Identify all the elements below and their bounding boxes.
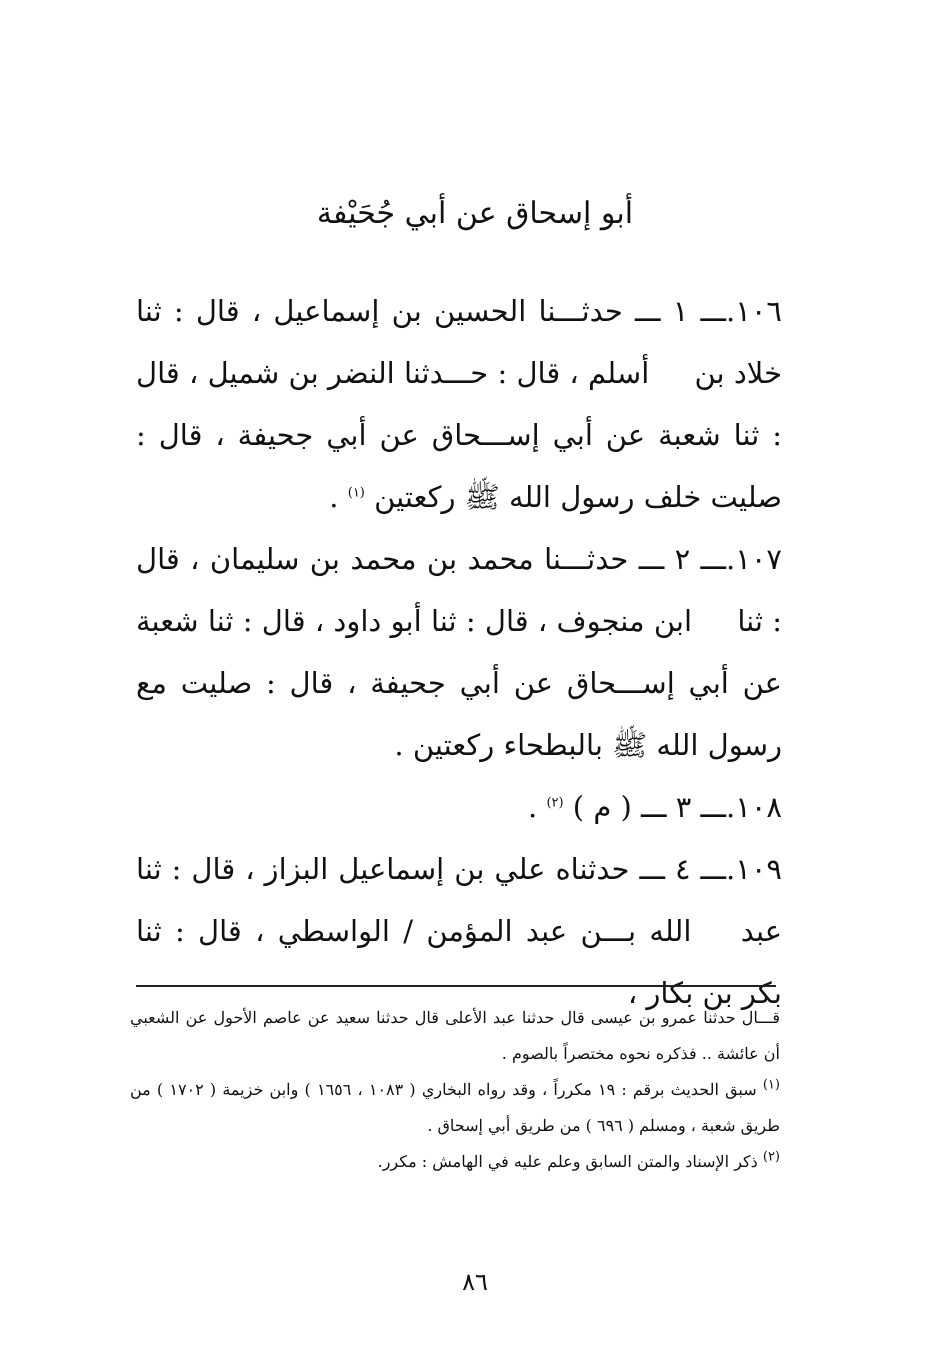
hadith-106-text: أسلم ، قال : حـــدثنا النضر بن شميل ، قال : ثنا شعبة عن أبي إســـحاق عن أبي جحيفة ، قال : صليت خلف رسول الله ﷺ ركعتين [136,356,782,514]
hadith-108 [136,776,782,838]
chapter-title: أبو إسحاق عن أبي جُحَيْفة [316,196,634,231]
footnote-1 [130,1072,780,1144]
footnote-2 [130,1144,780,1180]
hadith-107-text: ابن منجوف ، قال : ثنا أبو داود ، قال : ثنا شعبة عن أبي إســـحاق عن أبي جحيفة ، قال : صليت مع رسول الله ﷺ بالبطحاء ركعتين . [136,604,782,762]
hadith-107-first-line: ١٠٧.ـــ ٢ ـــ حدثـــنا محمد بن محمد بن سليمان ، قال : ثنا [136,542,783,638]
hadith-109-text: الله بـــن عبد المؤمن / الواسطي ، قال : ثنا بكر بن بكار ، [136,914,782,1010]
main-text [136,280,782,1024]
hadith-108-first-line: ١٠٨.ـــ ٣ ـــ ( م ) [572,790,782,824]
hadith-108-end: . [528,790,547,824]
footnote-ref-2: (٢) [546,795,564,811]
hadith-107 [136,528,782,776]
footnote-1-marker: (١) [762,1077,780,1093]
hadith-109 [136,838,782,1024]
hadith-106 [136,280,782,528]
footnote-1-text: سبق الحديث برقم : ١٩ مكرراً ، وقد رواه البخاري ( ١٠٨٣ ، ١٦٥٦ ) وابن خزيمة ( ١٧٠٢ ) من طريق شعبة ، ومسلم ( ٦٩٦ ) من طريق أبي إسحاق . [130,1080,780,1135]
hadith-106-end: . [329,480,348,514]
footnote-carryover: قـــال حدثنا عمرو بن عيسى قال حدثنا عبد الأعلى قال حدثنا سعيد عن عاصم الأحول عن الشعبي أن عائشة .. فذكره نحوه مختصراً بالصوم . [130,1008,780,1063]
footnote-2-text: ذكر الإسناد والمتن السابق وعلم عليه في الهامش : مكرر. [377,1152,758,1171]
footnotes [130,1000,780,1180]
footnote-divider [136,985,776,987]
page-number: ٨٦ [462,1268,488,1296]
hadith-109-first-line: ١٠٩.ـــ ٤ ـــ حدثناه علي بن إسماعيل البزاز ، قال : ثنا عبد [136,852,783,948]
footnote-2-marker: (٢) [762,1149,780,1165]
hadith-106-first-line: ١٠٦.ـــ ١ ـــ حدثـــنا الحسين بن إسماعيل ، قال : ثنا خلاد بن [136,294,782,390]
footnote-ref-1: (١) [347,485,365,501]
